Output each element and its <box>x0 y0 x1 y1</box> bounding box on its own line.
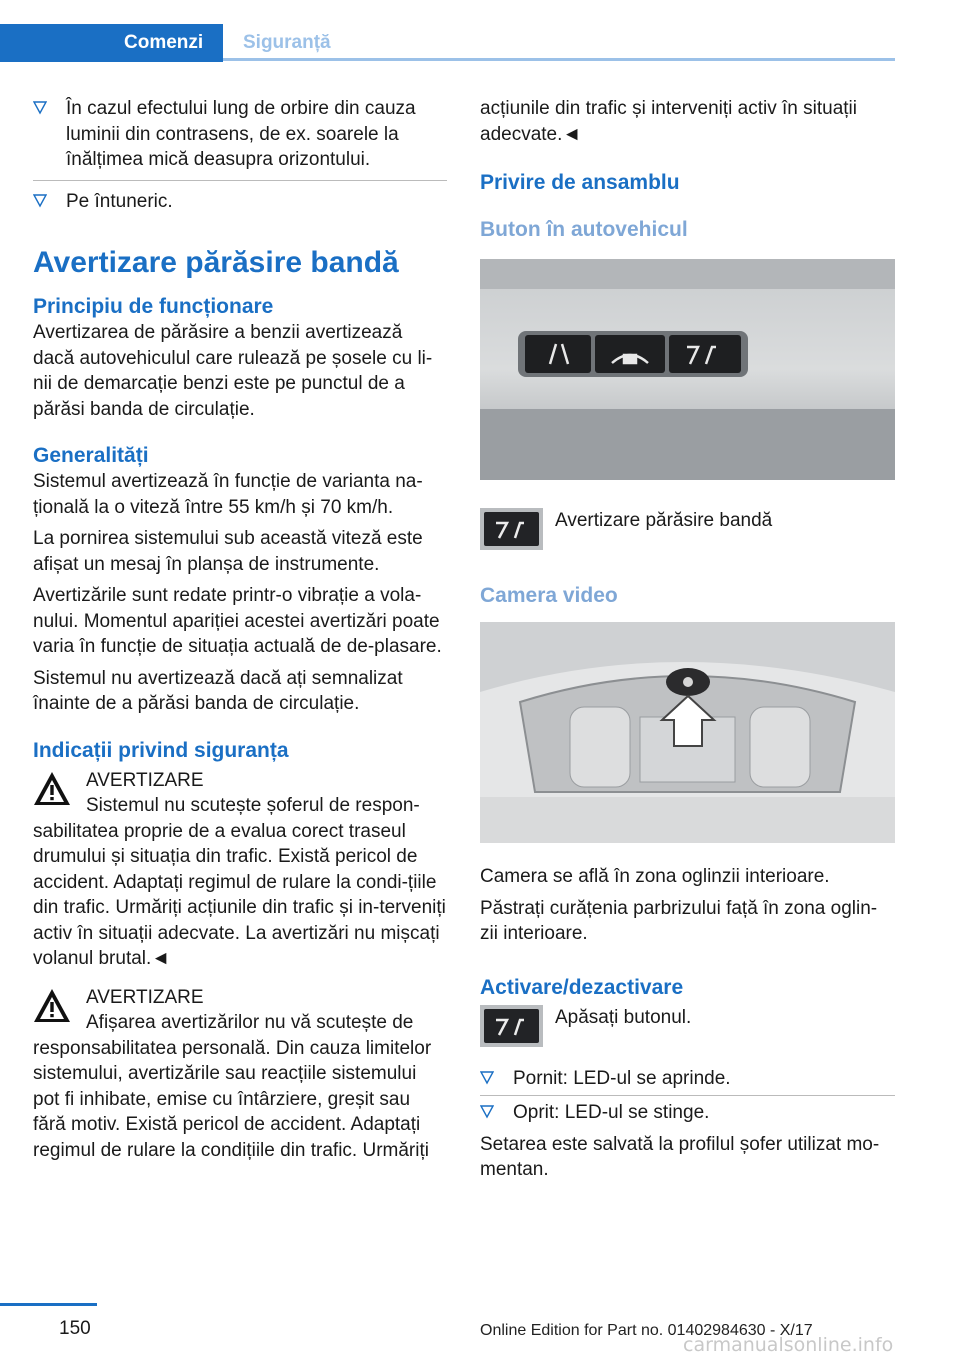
right-column <box>480 96 895 1183</box>
warning-text: responsabilitatea personală. Din cauza limitelor sistemului, avertizările sau reacțiile sistemului pot fi inhibate, emise cu întârziere, greșit sau fără motiv. Există pericol de accident. Adaptați regimul de rulare la condițiile din trafic. Urmăriți <box>33 1037 432 1161</box>
final-text: Setarea este salvată la profilul șofer utilizat mo-mentan. <box>480 1133 880 1180</box>
activation-text: Apăsați butonul. <box>555 1006 692 1028</box>
warning-text: sabilitatea proprie de a evalua corect traseul drumului și situația din trafic. Există pericol de accident. Adaptați regimul de rulare la condi-țiile din trafic. Urmăriți acțiunile din trafic și in-terveniți activ în situații adecvate. La avertizări nu mișcați volanul brutal.◄ <box>33 820 446 969</box>
warning-label: AVERTIZARE <box>86 769 204 791</box>
section-title: Avertizare părăsire bandă <box>33 246 399 279</box>
general-paragraph: La pornirea sistemului sub această viteză este afișat un mesaj în planșa de instrumente. <box>33 528 423 575</box>
overview-heading: Privire de ansamblu <box>480 171 680 194</box>
left-column <box>33 96 447 1163</box>
header-rule <box>223 58 895 61</box>
lane-departure-button-icon <box>480 1005 543 1047</box>
button-heading: Buton în autovehicul <box>480 218 688 241</box>
warning-text: Sistemul nu scutește șoferul de respon- <box>86 795 420 816</box>
list-item <box>33 189 447 215</box>
page-number: 150 <box>59 1318 91 1339</box>
principle-heading: Principiu de funcționare <box>33 295 274 318</box>
triangle-bullet-icon <box>33 194 47 208</box>
list-item-text: În cazul efectului lung de orbire din cauza luminii din contrasens, de ex. soarele la înălțimea mică deasupra orizontului. <box>66 98 416 170</box>
triangle-bullet-icon <box>33 101 47 115</box>
camera-paragraph: Păstrați curățenia parbrizului față în zona oglin-zii interioare. <box>480 897 878 944</box>
principle-text: Avertizarea de părăsire a benzii avertizează dacă autovehiculul care rulează pe șosele cu li-nii de demarcație benzi este pe punctul de a părăsi banda de circulație. <box>33 322 433 420</box>
triangle-bullet-icon <box>480 1105 494 1119</box>
activation-heading: Activare/dezactivare <box>480 975 684 999</box>
safety-heading: Indicații privind siguranța <box>33 738 289 762</box>
button-caption: Avertizare părăsire bandă <box>555 509 773 531</box>
warning-block <box>33 768 447 972</box>
warning-block <box>33 985 447 1164</box>
activation-row <box>480 1005 895 1051</box>
list-item <box>33 96 447 173</box>
footer-rule <box>0 1303 97 1306</box>
tab-comenzi[interactable]: Comenzi <box>0 24 223 62</box>
page-header <box>0 0 895 62</box>
warning-text: Afișarea avertizărilor nu vă scutește de <box>86 1012 414 1033</box>
tab-siguranta[interactable]: Siguranță <box>243 32 331 53</box>
list-item <box>480 1100 895 1126</box>
camera-photo <box>480 622 895 843</box>
continued-text: acțiunile din trafic și interveniți activ în situații adecvate.◄ <box>480 98 857 145</box>
general-paragraph: Avertizările sunt redate printr-o vibrație a vola-nului. Momentul apariției acestei avertizări poate varia în funcție de situația actuală de de-plasare. <box>33 585 442 657</box>
warning-label: AVERTIZARE <box>86 986 204 1008</box>
general-paragraph: Sistemul avertizează în funcție de varianta na-țională la o viteză între 55 km/h și 70 km/h. <box>33 471 423 518</box>
warning-triangle-icon <box>33 770 71 808</box>
camera-heading: Camera video <box>480 583 618 607</box>
edition-info: Online Edition for Part no. 01402984630 - X/17 <box>480 1322 813 1339</box>
triangle-bullet-icon <box>480 1071 494 1085</box>
general-heading: Generalități <box>33 444 149 467</box>
divider <box>33 180 447 181</box>
warning-triangle-icon <box>33 987 71 1025</box>
list-item <box>480 1066 895 1092</box>
divider <box>480 1095 895 1096</box>
lane-departure-button-icon <box>480 508 543 550</box>
list-item-text: Pornit: LED-ul se aprinde. <box>513 1067 731 1089</box>
list-item-text: Oprit: LED-ul se stinge. <box>513 1102 710 1123</box>
camera-paragraph: Camera se află în zona oglinzii interioare. <box>480 866 830 887</box>
watermark: carmanualsonline.info <box>683 1334 894 1356</box>
list-item-text: Pe întuneric. <box>66 190 173 212</box>
button-panel-photo <box>480 259 895 480</box>
caption-row <box>480 508 895 556</box>
general-paragraph: Sistemul nu avertizează dacă ați semnalizat înainte de a părăsi banda de circulație. <box>33 667 403 714</box>
